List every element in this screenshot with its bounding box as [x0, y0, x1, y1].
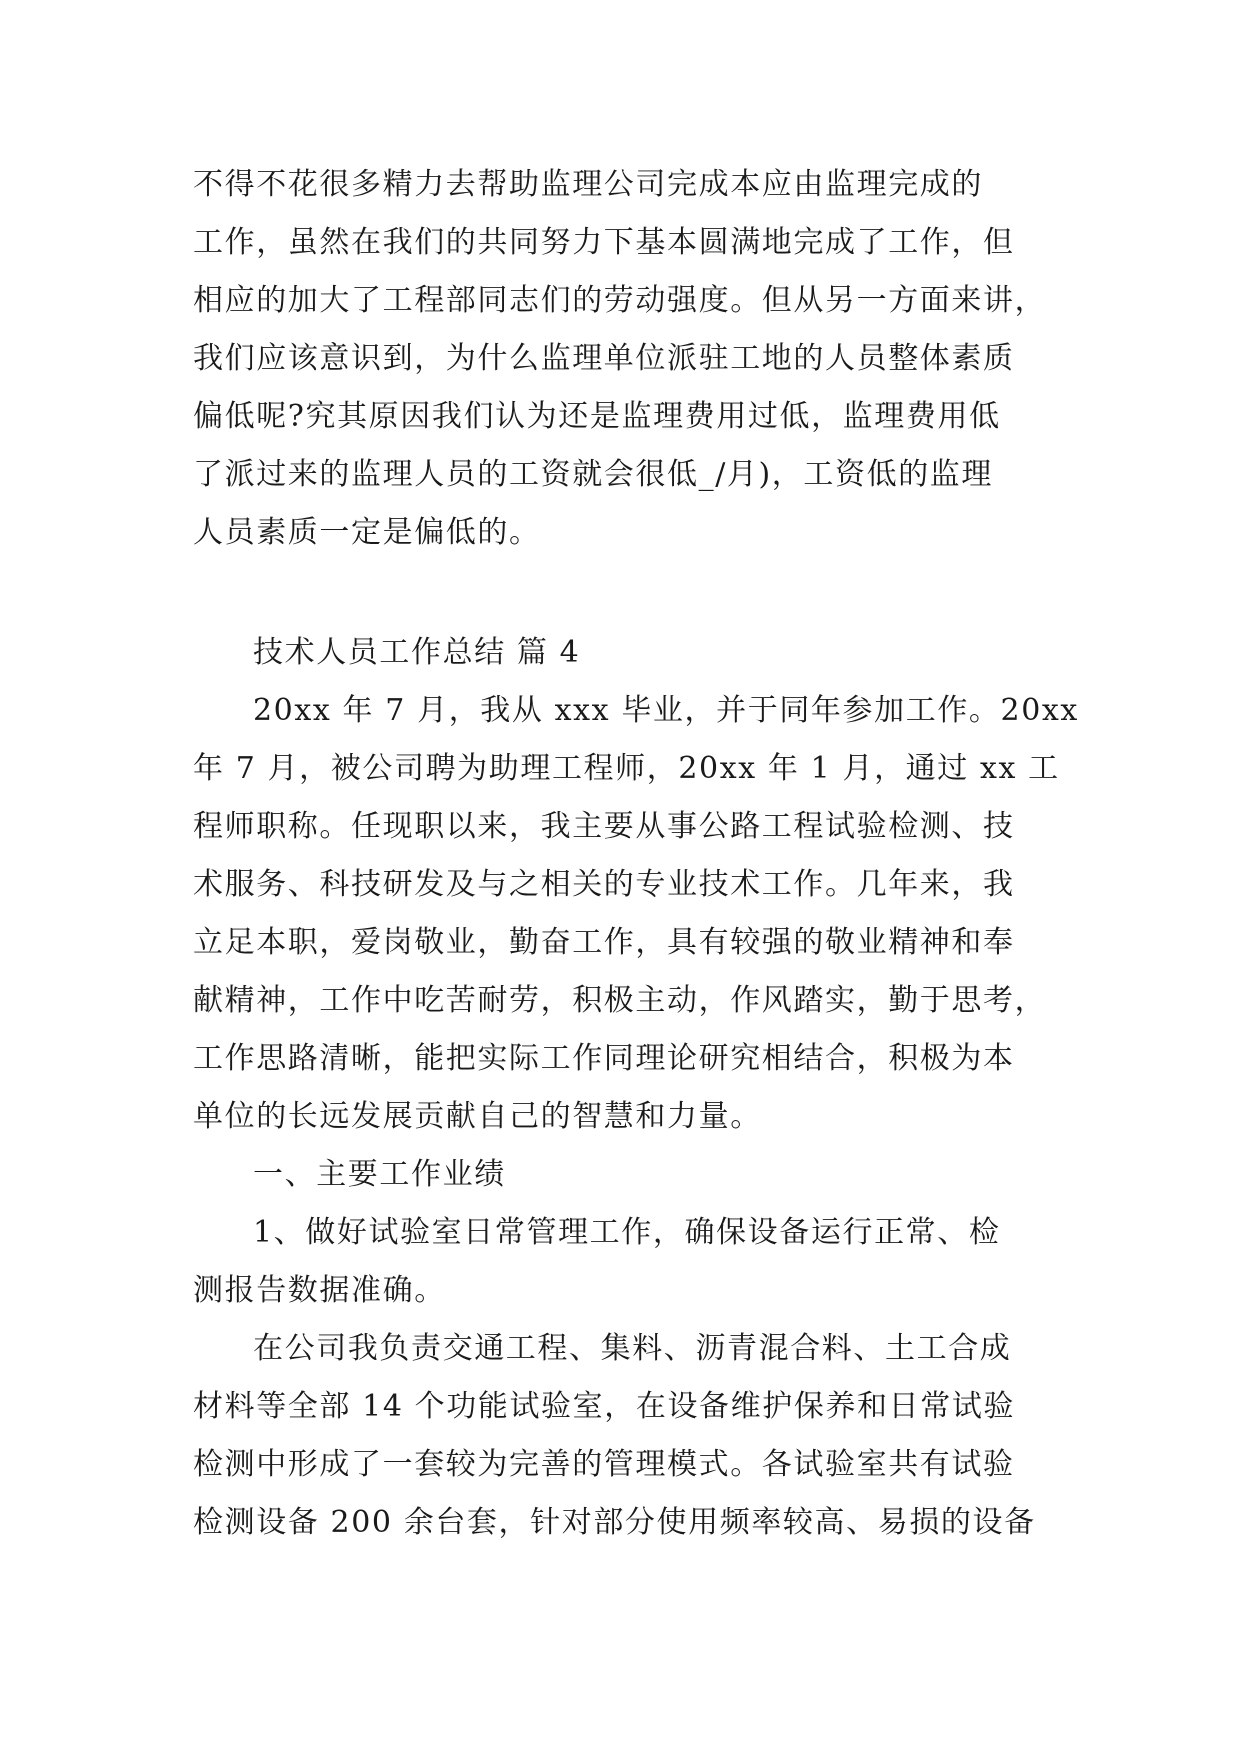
paragraph-line: 献精神，工作中吃苦耐劳，积极主动，作风踏实，勤于思考，	[193, 983, 1047, 1018]
paragraph-line: 检测中形成了一套较为完善的管理模式。各试验室共有试验	[193, 1447, 1015, 1482]
list-item-line: 1、做好试验室日常管理工作，确保设备运行正常、检	[253, 1215, 1001, 1250]
paragraph-line: 工作，虽然在我们的共同努力下基本圆满地完成了工作，但	[193, 225, 1015, 260]
paragraph-line: 我们应该意识到，为什么监理单位派驻工地的人员整体素质	[193, 341, 1015, 376]
paragraph-line: 单位的长远发展贡献自己的智慧和力量。	[193, 1099, 762, 1134]
paragraph-line: 人员素质一定是偏低的。	[193, 515, 541, 550]
section-heading: 技术人员工作总结 篇 4	[253, 635, 581, 670]
paragraph-line: 了派过来的监理人员的工资就会很低_/月)，工资低的监理	[193, 457, 994, 492]
paragraph-line: 立足本职，爱岗敬业，勤奋工作，具有较强的敬业精神和奉	[193, 925, 1015, 960]
paragraph-line: 工作思路清晰，能把实际工作同理论研究相结合，积极为本	[193, 1041, 1015, 1076]
paragraph-line: 偏低呢?究其原因我们认为还是监理费用过低，监理费用低	[193, 399, 1001, 434]
paragraph-line: 术服务、科技研发及与之相关的专业技术工作。几年来，我	[193, 867, 1015, 902]
paragraph-line: 相应的加大了工程部同志们的劳动强度。但从另一方面来讲，	[193, 283, 1047, 318]
subheading: 一、主要工作业绩	[253, 1157, 506, 1192]
paragraph-line: 材料等全部 14 个功能试验室，在设备维护保养和日常试验	[193, 1389, 1016, 1424]
paragraph-line: 在公司我负责交通工程、集料、沥青混合料、土工合成	[253, 1331, 1012, 1366]
paragraph-line: 年 7 月，被公司聘为助理工程师，20xx 年 1 月，通过 xx 工	[193, 751, 1060, 786]
paragraph-line: 不得不花很多精力去帮助监理公司完成本应由监理完成的	[193, 167, 983, 202]
list-item-line: 测报告数据准确。	[193, 1273, 446, 1308]
paragraph-line: 检测设备 200 余台套，针对部分使用频率较高、易损的设备	[193, 1505, 1036, 1540]
paragraph-line: 20xx 年 7 月，我从 xxx 毕业，并于同年参加工作。20xx	[253, 693, 1079, 728]
paragraph-line: 程师职称。任现职以来，我主要从事公路工程试验检测、技	[193, 809, 1015, 844]
